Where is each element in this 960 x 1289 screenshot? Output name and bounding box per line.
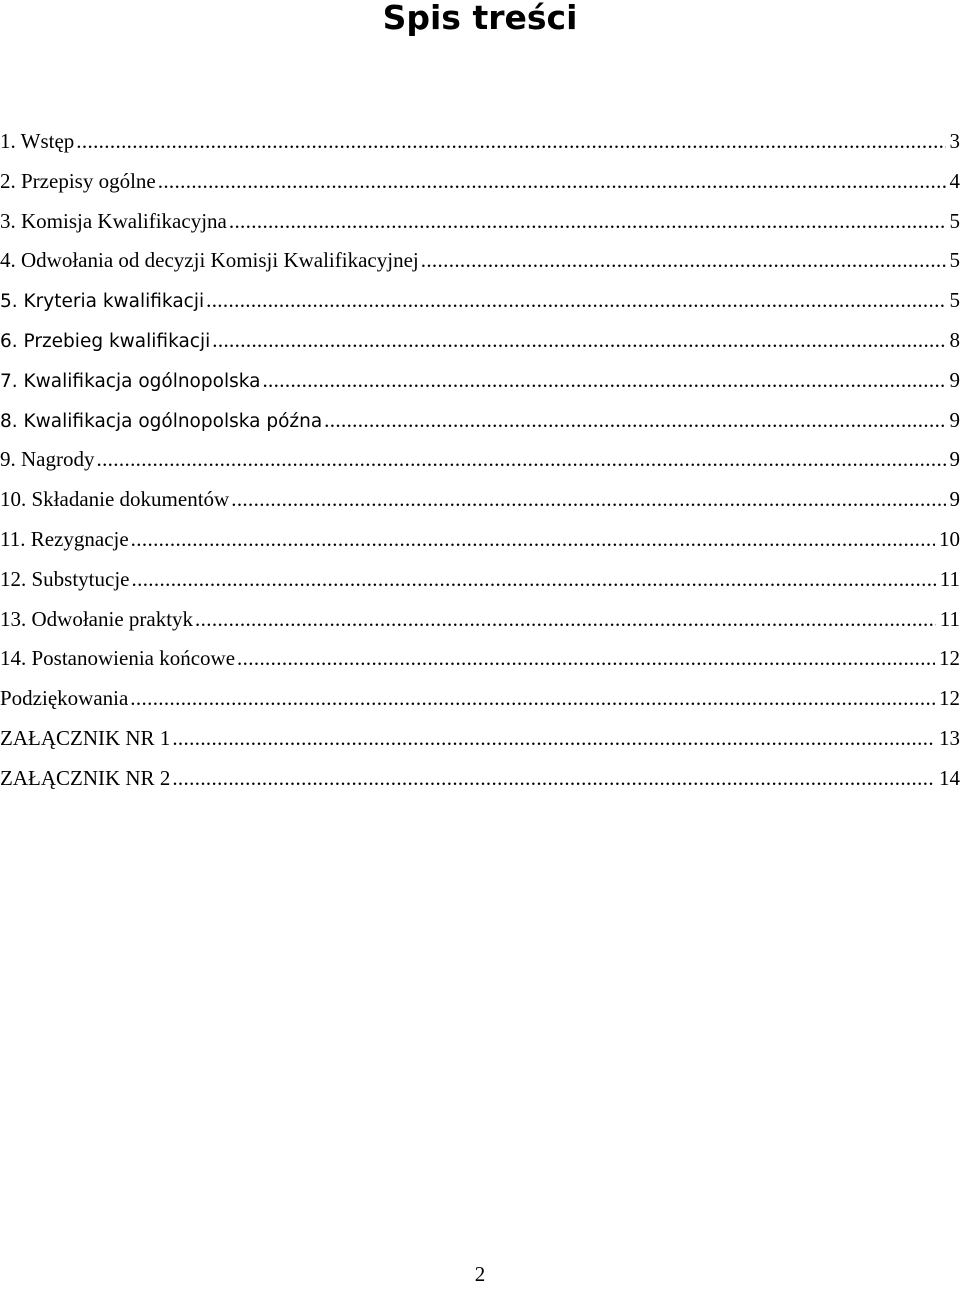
toc-entry-label: 8. Kwalifikacja ogólnopolska późna	[0, 410, 323, 432]
toc-entry-label: 11. Rezygnacje	[0, 526, 129, 551]
toc-dot-leader	[172, 719, 935, 759]
table-of-contents	[0, 122, 960, 799]
toc-entry-label: 10. Składanie dokumentów	[0, 487, 230, 512]
toc-dot-leader	[132, 560, 936, 600]
toc-entry-label: ZAŁĄCZNIK NR 1	[0, 725, 171, 750]
toc-entry-odwolanie-praktyk[interactable]	[0, 600, 960, 640]
toc-entry-page: 12	[939, 646, 960, 671]
toc-entry-page: 9	[949, 447, 960, 472]
toc-entry-page: 11	[939, 606, 960, 631]
toc-entry-odwolania[interactable]	[0, 241, 960, 281]
toc-entry-label: 1. Wstęp	[0, 129, 75, 153]
toc-entry-page: 9	[949, 487, 960, 512]
toc-entry-przebieg-kwalifikacji[interactable]	[0, 321, 960, 361]
toc-entry-nagrody[interactable]	[0, 440, 960, 480]
toc-entry-rezygnacje[interactable]	[0, 520, 960, 560]
toc-dot-leader	[76, 122, 945, 162]
toc-entry-substytucje[interactable]	[0, 560, 960, 600]
toc-entry-label: 14. Postanowienia końcowe	[0, 646, 236, 671]
toc-entry-page: 12	[939, 686, 960, 711]
toc-entry-label: 3. Komisja Kwalifikacyjna	[0, 208, 227, 233]
toc-entry-wstep[interactable]	[0, 122, 960, 162]
toc-dot-leader	[237, 639, 935, 679]
toc-dot-leader	[130, 679, 935, 719]
toc-entry-label: 4. Odwołania od decyzji Komisji Kwalifikacyjnej	[0, 248, 419, 273]
toc-entry-page: 4	[949, 168, 960, 193]
toc-entry-page: 11	[939, 566, 960, 591]
page-number: 2	[474, 1262, 486, 1286]
toc-entry-kwalifikacja-ogolnopolska[interactable]	[0, 361, 960, 401]
toc-entry-label: 7. Kwalifikacja ogólnopolska	[0, 370, 261, 392]
toc-entry-label: 2. Przepisy ogólne	[0, 168, 156, 193]
toc-entry-page: 14	[939, 765, 960, 790]
toc-entry-postanowienia-koncowe[interactable]	[0, 639, 960, 679]
toc-entry-kwalifikacja-ogolnopolska-pozna[interactable]	[0, 401, 960, 441]
toc-dot-leader	[229, 202, 946, 242]
toc-dot-leader	[172, 759, 935, 799]
toc-dot-leader	[96, 440, 945, 480]
toc-dot-leader	[231, 480, 945, 520]
toc-entry-label: 9. Nagrody	[0, 447, 95, 472]
toc-entry-page: 9	[949, 367, 960, 392]
toc-entry-label: ZAŁĄCZNIK NR 2	[0, 765, 171, 790]
toc-entry-label: Podziękowania	[0, 686, 129, 711]
toc-entry-page: 10	[939, 526, 960, 551]
toc-entry-page: 5	[949, 248, 960, 273]
toc-dot-leader	[421, 241, 946, 281]
toc-entry-page: 13	[939, 725, 960, 750]
toc-entry-page: 5	[949, 288, 960, 313]
toc-entry-kryteria-kwalifikacji[interactable]	[0, 281, 960, 321]
toc-dot-leader	[324, 401, 945, 441]
toc-entry-label: 13. Odwołanie praktyk	[0, 606, 194, 631]
toc-dot-leader	[262, 361, 945, 401]
toc-entry-label: 5. Kryteria kwalifikacji	[0, 291, 205, 313]
toc-entry-page: 5	[949, 208, 960, 233]
toc-dot-leader	[158, 162, 946, 202]
toc-entry-page: 9	[949, 407, 960, 432]
toc-entry-label: 12. Substytucje	[0, 566, 130, 591]
toc-entry-page: 3	[949, 129, 960, 153]
toc-entry-label: 6. Przebieg kwalifikacji	[0, 330, 211, 352]
toc-entry-skladanie-dokumentow[interactable]	[0, 480, 960, 520]
page-title: Spis treści	[382, 0, 578, 37]
toc-dot-leader	[131, 520, 935, 560]
toc-entry-podziekowania[interactable]	[0, 679, 960, 719]
toc-entry-page: 8	[949, 327, 960, 352]
toc-entry-zalacznik-1[interactable]	[0, 719, 960, 759]
toc-entry-zalacznik-2[interactable]	[0, 759, 960, 799]
toc-entry-komisja-kwalifikacyjna[interactable]	[0, 202, 960, 242]
toc-dot-leader	[195, 600, 936, 640]
toc-dot-leader	[206, 281, 945, 321]
toc-entry-przepisy-ogolne[interactable]	[0, 162, 960, 202]
toc-dot-leader	[212, 321, 945, 361]
